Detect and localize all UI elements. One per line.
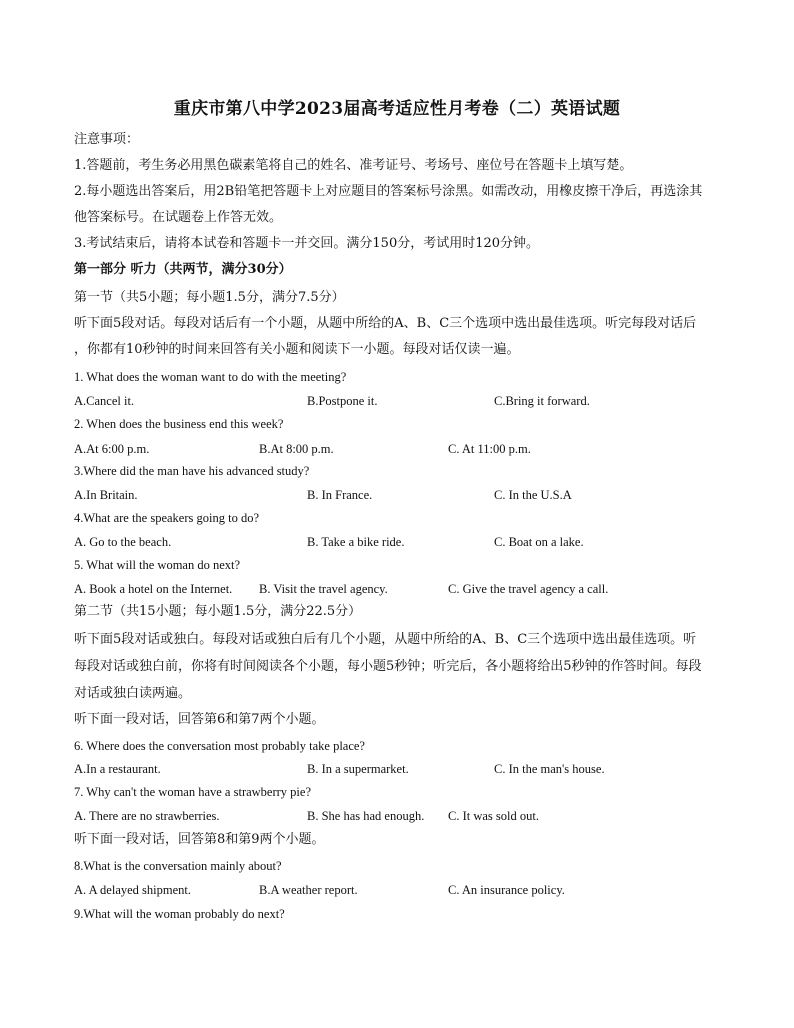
- section1-heading: 第一节（共5小题；每小题1.5分，满分7.5分）: [74, 290, 345, 305]
- question-3-stem: 3.Where did the man have his advanced study?: [74, 464, 310, 478]
- question-1-option-c: C.Bring it forward.: [494, 394, 590, 408]
- section2-instruction-line-2: 每段对话或独白前，你将有时间阅读各个小题，每小题5秒钟；听完后，各小题将给出5秒钟的作答时间。每段: [74, 659, 702, 674]
- part1-heading: 第一部分 听力（共两节，满分30分）: [74, 262, 292, 277]
- question-1-option-a: A.Cancel it.: [74, 394, 135, 408]
- note-2-line-2: 他答案标号。在试题卷上作答无效。: [74, 210, 283, 225]
- question-3-option-c: C. In the U.S.A: [494, 488, 572, 502]
- question-8-option-a: A. A delayed shipment.: [74, 883, 191, 897]
- question-2-option-a: A.At 6:00 p.m.: [74, 442, 150, 456]
- question-5-option-b: B. Visit the travel agency.: [259, 582, 388, 596]
- question-6-option-a: A.In a restaurant.: [74, 762, 161, 776]
- note-1: 1.答题前，考生务必用黑色碳素笔将自己的姓名、准考证号、考场号、座位号在答题卡上填写楚。: [74, 158, 633, 173]
- question-8-stem: 8.What is the conversation mainly about?: [74, 859, 282, 873]
- question-5-option-a: A. Book a hotel on the Internet.: [74, 582, 233, 596]
- section2-instruction-line-3: 对话或独白读两遍。: [74, 686, 192, 701]
- question-8-option-b: B.A weather report.: [259, 883, 358, 897]
- question-5-option-c: C. Give the travel agency a call.: [448, 582, 609, 596]
- question-3-option-b: B. In France.: [307, 488, 373, 502]
- question-3-option-a: A.In Britain.: [74, 488, 138, 502]
- question-4-option-a: A. Go to the beach.: [74, 535, 172, 549]
- note-2-line-1: 2.每小题选出答案后，用2B铅笔把答题卡上对应题目的答案标号涂黑。如需改动，用橡皮擦干净后，再选涂其: [74, 184, 703, 199]
- section1-instruction-line-1: 听下面5段对话。每段对话后有一个小题，从题中所给的A、B、C三个选项中选出最佳选项。听完每段对话后: [74, 316, 697, 331]
- question-2-option-b: B.At 8:00 p.m.: [259, 442, 334, 456]
- section2-instruction-line-1: 听下面5段对话或独白。每段对话或独白后有几个小题，从题中所给的A、B、C三个选项中选出最佳选项。听: [74, 632, 697, 647]
- question-1-option-b: B.Postpone it.: [307, 394, 378, 408]
- note-3: 3.考试结束后，请将本试卷和答题卡一并交回。满分150分，考试用时120分钟。: [74, 236, 540, 251]
- notes-heading: 注意事项：: [74, 132, 140, 147]
- question-6-stem: 6. Where does the conversation most probably take place?: [74, 739, 365, 753]
- question-7-option-c: C. It was sold out.: [448, 809, 539, 823]
- question-7-option-b: B. She has had enough.: [307, 809, 425, 823]
- section2-heading: 第二节（共15小题；每小题1.5分，满分22.5分）: [74, 604, 362, 619]
- question-4-option-b: B. Take a bike ride.: [307, 535, 405, 549]
- question-2-option-c: C. At 11:00 p.m.: [448, 442, 531, 456]
- question-7-option-a: A. There are no strawberries.: [74, 809, 220, 823]
- exam-title: 重庆市第八中学2023届高考适应性月考卷（二）英语试题: [173, 99, 621, 119]
- question-2-stem: 2. When does the business end this week?: [74, 417, 284, 431]
- group-2-instruction: 听下面一段对话，回答第8和第9两个小题。: [74, 832, 325, 847]
- group-1-instruction: 听下面一段对话，回答第6和第7两个小题。: [74, 712, 325, 727]
- question-4-stem: 4.What are the speakers going to do?: [74, 511, 260, 525]
- question-5-stem: 5. What will the woman do next?: [74, 558, 241, 572]
- section1-instruction-line-2: ，你都有10秒钟的时间来回答有关小题和阅读下一小题。每段对话仅读一遍。: [74, 342, 520, 357]
- question-9-stem: 9.What will the woman probably do next?: [74, 907, 285, 921]
- question-1-stem: 1. What does the woman want to do with the meeting?: [74, 370, 347, 384]
- question-4-option-c: C. Boat on a lake.: [494, 535, 584, 549]
- question-8-option-c: C. An insurance policy.: [448, 883, 565, 897]
- question-6-option-c: C. In the man's house.: [494, 762, 605, 776]
- question-7-stem: 7. Why can't the woman have a strawberry pie?: [74, 785, 311, 799]
- question-6-option-b: B. In a supermarket.: [307, 762, 409, 776]
